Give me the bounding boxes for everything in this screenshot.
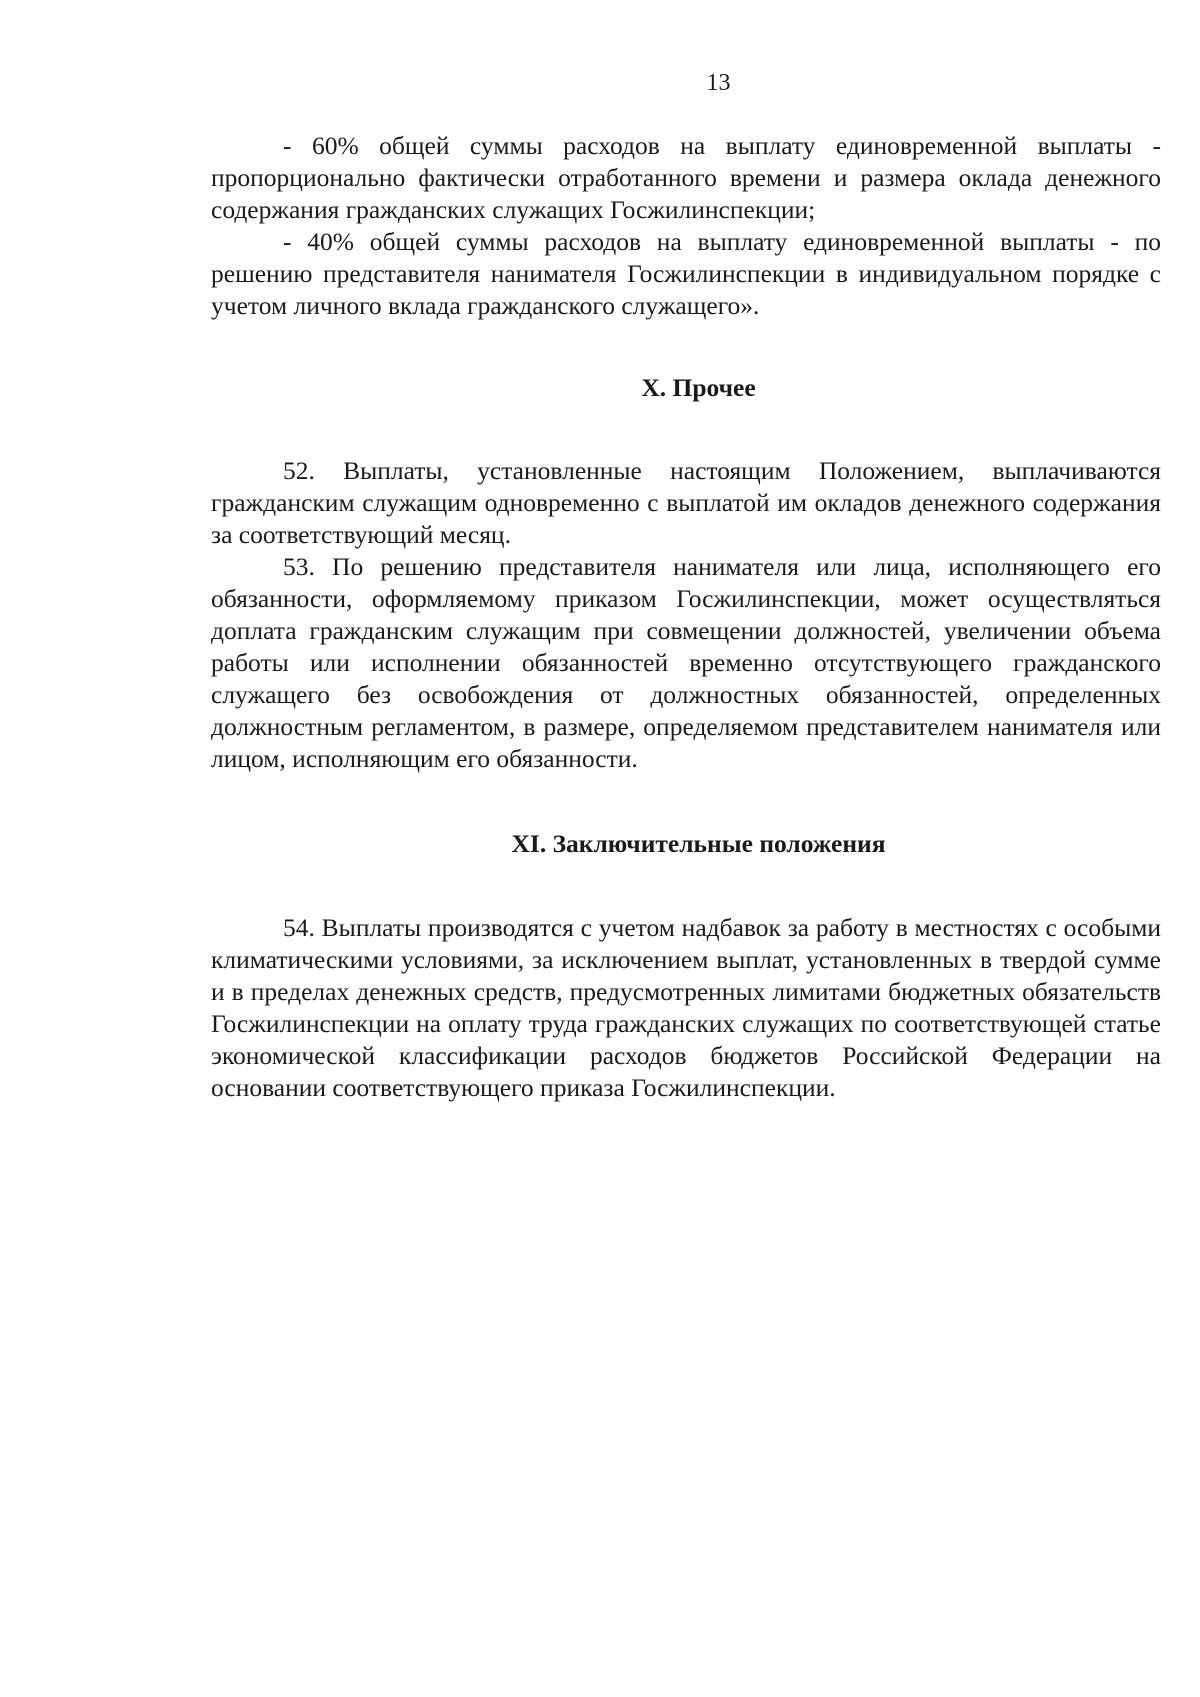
intro-item-60-percent: - 60% общей суммы расходов на выплату единовременной выплаты - пропорционально фактически отработанного времени и размера оклада денежного содержания гражданских служащих Госжилинспекции; bbox=[211, 131, 1161, 224]
section-x-heading: X. Прочее bbox=[641, 373, 756, 402]
paragraph-52: 52. Выплаты, установленные настоящим Положением, выплачиваются гражданским служащим одновременно с выплатой им окладов денежного содержания за соответствующий месяц. bbox=[211, 456, 1161, 549]
paragraph-54: 54. Выплаты производятся с учетом надбавок за работу в местностях с особыми климатическими условиями, за исключением выплат, установленных в твердой сумме и в пределах денежных средств, предусмотренных лимитами бюджетных обязательств Госжилинспекции на оплату труда гражданских служащих по соответствующей статье экономической классификации расходов бюджетов Российской Федерации на основании соответствующего приказа Госжилинспекции. bbox=[211, 913, 1161, 1102]
section-xi-heading: XI. Заключительные положения bbox=[511, 829, 886, 858]
intro-item-40-percent: - 40% общей суммы расходов на выплату единовременной выплаты - по решению представителя нанимателя Госжилинспекции в индивидуальном порядке с учетом личного вклада гражданского служащего». bbox=[211, 227, 1161, 320]
document-body bbox=[211, 130, 1161, 1104]
paragraph-53: 53. По решению представителя нанимателя или лица, исполняющего его обязанности, оформляемому приказом Госжилинспекции, может осуществляться доплата гражданским служащим при совмещении должностей, увеличении объема работы или исполнении обязанностей временно отсутствующего гражданского служащего без освобождения от должностных обязанностей, определенных должностным регламентом, в размере, определяемом представителем нанимателя или лицом, исполняющим его обязанности. bbox=[211, 552, 1161, 773]
page-number: 13 bbox=[706, 70, 731, 96]
